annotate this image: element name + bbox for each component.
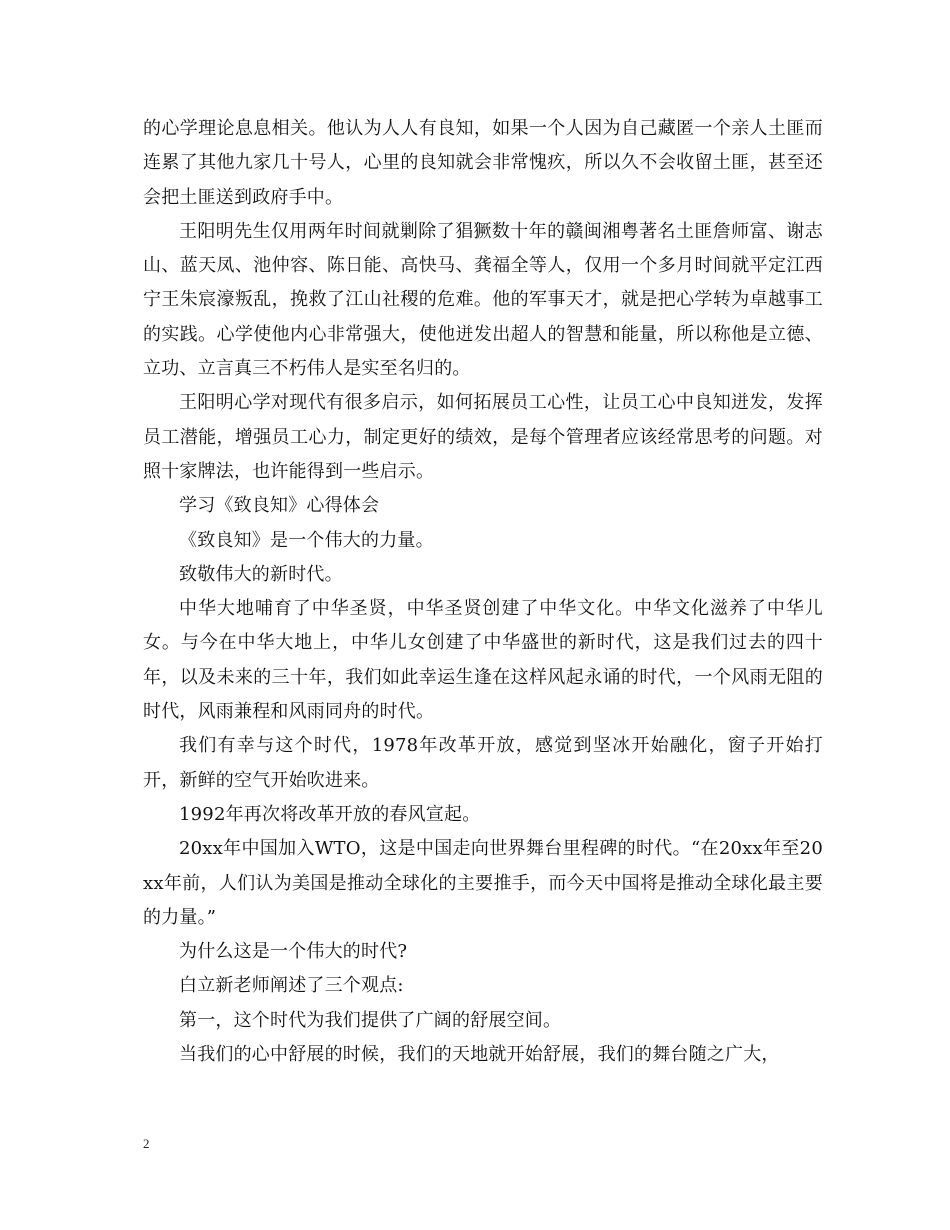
paragraph: 学习《致良知》心得体会 <box>179 495 380 517</box>
paragraph: 我们有幸与这个时代，1978年改革开放，感觉到坚冰开始融化，窗子开始打开，新鲜的空气开始吹进来。 <box>143 735 823 791</box>
paragraph: 当我们的心中舒展的时候，我们的天地就开始舒展，我们的舞台随之广大， <box>179 1044 780 1066</box>
paragraph: 白立新老师阐述了三个观点: <box>179 975 404 997</box>
paragraph: 《致良知》是一个伟大的力量。 <box>179 529 434 551</box>
paragraph: 王阳明心学对现代有很多启示，如何拓展员工心性，让员工心中良知迸发，发挥员工潜能，增强员工心力，制定更好的绩效，是每个管理者应该经常思考的问题。对照十家牌法，也许能得到一些启示。 <box>143 392 823 482</box>
paragraph: 为什么这是一个伟大的时代? <box>179 941 408 963</box>
paragraph: 1992年再次将改革开放的春风宣起。 <box>179 803 481 825</box>
paragraph: 致敬伟大的新时代。 <box>179 563 343 585</box>
paragraph: 20xx年中国加入WTO，这是中国走向世界舞台里程碑的时代。“在20xx年至20xx年前，人们认为美国是推动全球化的主要推手，而今天中国将是推动全球化最主要的力量。” <box>143 838 823 928</box>
paragraph: 第一，这个时代为我们提供了广阔的舒展空间。 <box>179 1009 562 1031</box>
paragraph: 中华大地哺育了中华圣贤，中华圣贤创建了中华文化。中华文化滋养了中华儿女。与今在中华大地上，中华儿女创建了中华盛世的新时代，这是我们过去的四十年，以及未来的三十年，我们如此幸运生逢在这样风起永诵的时代，一个风雨无阻的时代，风雨兼程和风雨同舟的时代。 <box>143 598 823 723</box>
paragraph: 的心学理论息息相关。他认为人人有良知，如果一个人因为自己藏匿一个亲人土匪而连累了其他九家几十号人，心里的良知就会非常愧疚，所以久不会收留土匪，甚至还会把土匪送到政府手中。 <box>143 118 823 208</box>
paragraph: 王阳明先生仅用两年时间就剿除了猖獗数十年的赣闽湘粤著名土匪詹师富、谢志山、蓝天凤、池仲容、陈日能、高快马、龚福全等人，仅用一个多月时间就平定江西宁王朱宸濠叛乱，挽救了江山社稷的危难。他的军事天才，就是把心学转为卓越事工的实践。心学使他内心非常强大，使他迸发出超人的智慧和能量，所以称他是立德、立功、立言真三不朽伟人是实至名归的。 <box>143 220 823 380</box>
body-text <box>143 112 823 1072</box>
page-number: 2 <box>143 1136 150 1151</box>
